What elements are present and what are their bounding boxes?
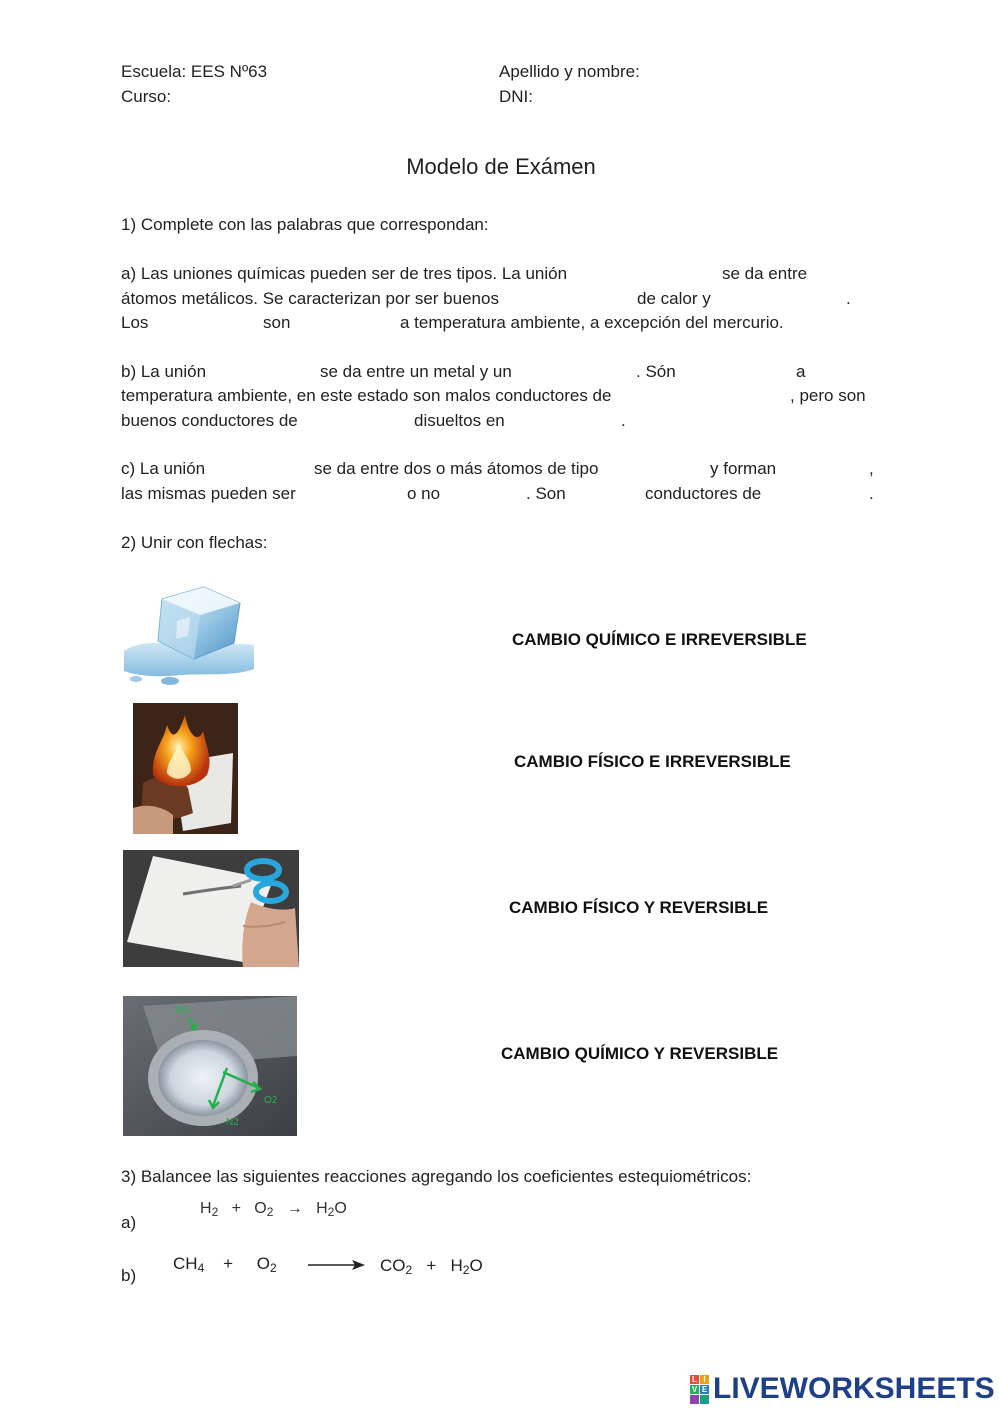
long-arrow-icon: [308, 1258, 366, 1272]
logo-badge-icon: L I V E: [690, 1375, 709, 1404]
option-fisico-irreversible[interactable]: CAMBIO FÍSICO E IRREVERSIBLE: [514, 752, 791, 771]
option-fisico-reversible[interactable]: CAMBIO FÍSICO Y REVERSIBLE: [509, 898, 769, 917]
q1b-text: se da entre un metal y un: [320, 362, 512, 381]
q1a-text: a) Las uniones químicas pueden ser de tres tipos. La unión: [121, 264, 568, 283]
ice-cube-image[interactable]: [122, 581, 256, 688]
q2-prompt: 2) Unir con flechas:: [121, 533, 268, 552]
q1b-text: b) La unión: [121, 362, 207, 381]
burning-paper-image[interactable]: [133, 703, 238, 834]
q1a-text: Los: [121, 313, 149, 332]
q1b-text: temperatura ambiente, en este estado son malos conductores de: [121, 386, 612, 405]
q1b-text: a: [796, 362, 806, 381]
equation-b-products: $CO_2$ + $H_2O$: [380, 1256, 483, 1277]
q1a-text: .: [846, 289, 851, 308]
q1c-text: conductores de: [645, 484, 762, 503]
q1c-text: .: [869, 484, 874, 503]
arrow-icon: →: [286, 1200, 303, 1217]
q1b-text: disueltos en: [414, 411, 505, 430]
q1c-text: y forman: [710, 459, 777, 478]
q3-prompt: 3) Balancee las siguientes reacciones agregando los coeficientes estequiométricos:: [121, 1167, 752, 1186]
option-quimico-reversible[interactable]: CAMBIO QUÍMICO Y REVERSIBLE: [501, 1044, 779, 1063]
name-label: Apellido y nombre:: [499, 62, 640, 81]
page-title: Modelo de Exámen: [406, 154, 596, 179]
pipe-label-o2: O2: [264, 1095, 278, 1106]
q1c-text: se da entre dos o más átomos de tipo: [314, 459, 599, 478]
q1c-text: c) La unión: [121, 459, 206, 478]
catalytic-pipe-image[interactable]: [123, 996, 297, 1136]
q1b-text: , pero son: [790, 386, 866, 405]
q1c-text: ,: [869, 459, 874, 478]
equation-b: $CH_4$ + $O_2$: [173, 1254, 277, 1275]
q1b-text: . Són: [636, 362, 676, 381]
q1c-text: o no: [407, 484, 441, 503]
liveworksheets-logo: [690, 1372, 995, 1406]
pipe-label-n2: N2: [226, 1117, 239, 1128]
q1a-text: átomos metálicos. Se caracterizan por ser buenos: [121, 289, 499, 308]
q3-b-label: b): [121, 1266, 137, 1285]
q1-prompt: 1) Complete con las palabras que correspondan:: [121, 215, 489, 234]
q1a-text: se da entre: [722, 264, 808, 283]
q1c-text: las mismas pueden ser: [121, 484, 296, 503]
school-label: Escuela: EES Nº63: [121, 62, 268, 81]
q1a-text: a temperatura ambiente, a excepción del mercurio.: [400, 313, 784, 332]
equation-a: $H_2$ + $O_2$ → $H_2O$: [200, 1200, 347, 1219]
q3-a-label: a): [121, 1213, 137, 1232]
q1a-text: de calor y: [637, 289, 711, 308]
q1c-text: . Son: [526, 484, 566, 503]
option-quimico-irreversible[interactable]: CAMBIO QUÍMICO E IRREVERSIBLE: [512, 630, 807, 649]
logo-text: LIVEWORKSHEETS: [713, 1372, 995, 1405]
q1b-text: buenos conductores de: [121, 411, 298, 430]
q1a-text: son: [263, 313, 291, 332]
pipe-label-no: NO: [175, 1005, 190, 1016]
scissors-paper-image[interactable]: [123, 850, 299, 967]
course-label: Curso:: [121, 87, 172, 106]
q1b-text: .: [621, 411, 626, 430]
dni-label: DNI:: [499, 87, 533, 106]
